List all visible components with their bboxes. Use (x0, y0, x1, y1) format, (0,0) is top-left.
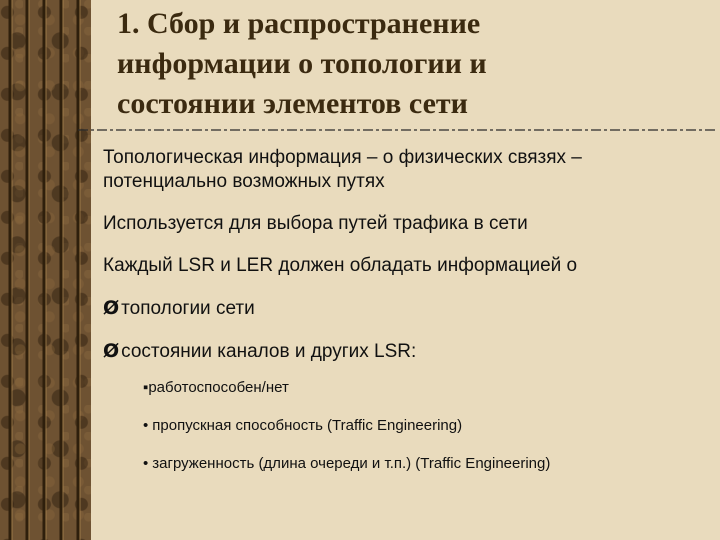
paragraph-usage: Используется для выбора путей трафика в сети (103, 213, 528, 234)
title-line-3: состоянии элементов сети (117, 87, 468, 120)
arrow-bullet-icon: Ø (103, 340, 120, 362)
arrow-item-label: состоянии каналов и других LSR: (121, 341, 417, 362)
slide-title (117, 4, 697, 124)
sub-item-label: пропускная способность (Traffic Engineering) (152, 417, 463, 434)
arrow-item-topology (103, 296, 703, 321)
title-line-1: 1. Сбор и распространение (117, 7, 481, 40)
sidebar-grid-lines (0, 0, 91, 540)
arrow-item-label: топологии сети (121, 298, 255, 319)
sub-item-bandwidth (143, 416, 703, 436)
square-bullet-icon: ▪ (143, 379, 149, 396)
sub-item-load (143, 454, 573, 474)
paragraph-topology-info: Топологическая информация – о физических связях – потенциально возможных путях (103, 147, 582, 192)
sub-item-label: загруженность (длина очереди и т.п.) (Traffic Engineering) (152, 455, 551, 472)
paragraph-lsr-ler: Каждый LSR и LER должен обладать информацией о (103, 255, 578, 276)
arrow-item-channel-state (103, 339, 703, 364)
sub-item-operational (143, 378, 703, 398)
slide-content (103, 146, 703, 474)
title-line-2: информации о топологии и (117, 47, 487, 80)
dot-bullet-icon: • (143, 455, 149, 472)
title-underline (78, 125, 718, 135)
sub-item-label: работоспособен/нет (148, 379, 289, 396)
arrow-bullet-icon: Ø (103, 297, 120, 319)
dot-bullet-icon: • (143, 417, 149, 434)
